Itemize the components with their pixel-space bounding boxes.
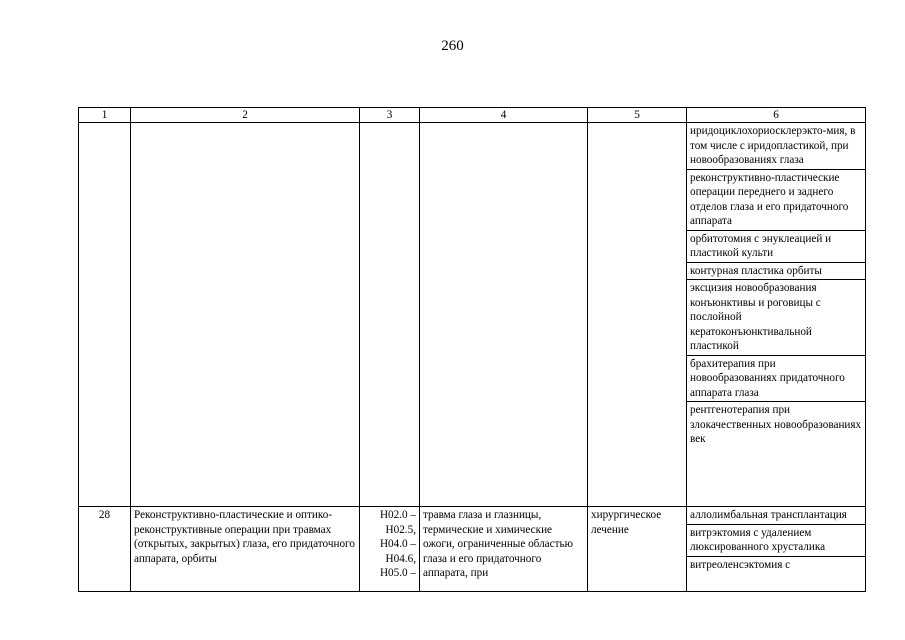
procedure-item: рентгенотерапия при злокачественных новообразованиях век [690,404,862,445]
icd-codes-text: H02.0 – H02.5, H04.0 – H04.6, H05.0 – [379,509,416,579]
cell-patient-model [420,507,588,592]
column-header-6: 6 [687,108,866,123]
cell-codes-empty [360,123,420,507]
column-header-3: 3 [360,108,420,123]
procedures-table [78,107,866,592]
cell-icd-codes [360,507,420,592]
table-row-continued [79,123,866,507]
procedure-item: эксцизия новообразования конъюнктивы и роговицы с послойной кератоконъюнктивальной пластикой [687,280,865,356]
column-header-5: 5 [588,108,687,123]
procedure-item: иридоциклохориосклерэкто-мия, в том числе с иридопластикой, при новообразованиях глаза [687,123,865,170]
column-header-2: 2 [131,108,360,123]
procedure-item: брахитерапия при новообразованиях придаточного аппарата глаза [687,356,865,403]
cell-treatment-type: хирургическое лечение [588,507,687,592]
cell-number-empty [79,123,131,507]
procedure-item: витреоленсэктомия с [690,558,791,571]
cell-row-number: 28 [79,507,131,592]
column-header-1: 1 [79,108,131,123]
procedure-item: витрэктомия с удалением люксированного хрусталика [687,525,865,557]
patient-model-text: травма глаза и глазницы, термические и химические ожоги, ограниченные областью глаза и его придаточного аппарата, при [423,509,573,579]
page-number: 260 [441,38,464,54]
table-row-28 [79,507,866,592]
cell-treatment-empty [588,123,687,507]
intervention-name-text: Реконструктивно-пластические и оптико-реконструктивные операции при травмах (открытых, закрытых) глаза, его придаточного аппарата, орбиты [134,509,355,565]
procedure-item: аллолимбальная трансплантация [687,507,865,525]
column-header-4: 4 [420,108,588,123]
cell-intervention-name [131,507,360,592]
procedure-item: контурная пластика орбиты [687,263,865,281]
cell-model-empty [420,123,588,507]
cell-procedures [687,123,866,507]
column-number-row [79,108,866,123]
procedure-item: реконструктивно-пластические операции переднего и заднего отделов глаза и его придаточного аппарата [687,170,865,231]
cell-name-empty [131,123,360,507]
procedure-item: орбитотомия с энуклеацией и пластикой культи [687,231,865,263]
cell-procedures-28 [687,507,866,592]
